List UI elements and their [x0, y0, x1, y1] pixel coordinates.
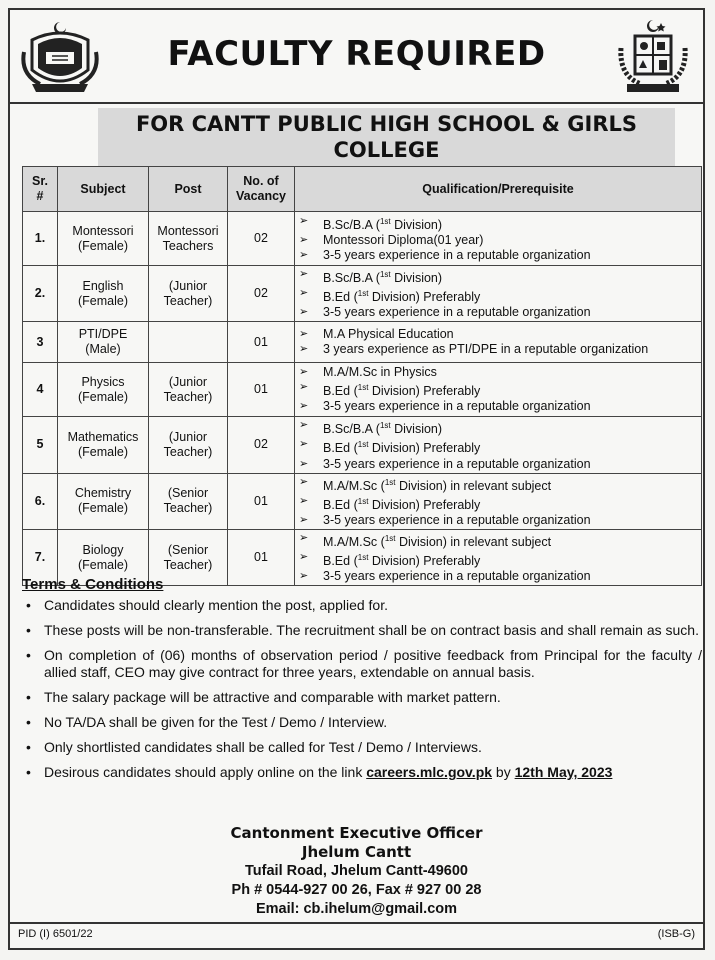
table-header-row [23, 167, 702, 212]
arrow-bullet-icon: ➢ [299, 268, 309, 280]
cell-sr: 3 [23, 322, 58, 363]
contact-block [10, 824, 703, 919]
cell-vacancy: 02 [228, 266, 295, 322]
cell-subject: Physics (Female) [58, 363, 149, 417]
qualification-item: ➢ 3-5 years experience in a reputable organization [299, 399, 591, 414]
cell-qualification [295, 417, 702, 473]
qualification-item: ➢ B.Ed ($^{1st}$ Division) Preferably [299, 287, 481, 305]
cell-post: (Junior Teacher) [149, 266, 228, 322]
term-item: • These posts will be non-transferable. The recruitment shall be on contract basis and shall remain as such. [26, 622, 699, 638]
deadline-date: 12th May, 2023 [514, 764, 613, 780]
term-item-apply: • Desirous candidates should apply online on the link careers.mlc.gov.pk by 12th May, 2023 [26, 764, 613, 780]
qualification-item: ➢ B.Sc/B.A ($^{1st}$ Division) [299, 419, 443, 437]
cell-sr: 5 [23, 417, 58, 473]
cell-subject: Montessori (Female) [58, 212, 149, 266]
cell-sr: 2. [23, 266, 58, 322]
term-item: • No TA/DA shall be given for the Test / Demo / Interview. [26, 714, 388, 730]
school-name: FOR CANTT PUBLIC HIGH SCHOOL & GIRLS COLLEGE [135, 112, 638, 162]
arrow-bullet-icon: ➢ [299, 214, 309, 227]
cell-vacancy: 02 [228, 212, 295, 266]
table-row [23, 212, 702, 266]
cell-post: Montessori Teachers [149, 212, 228, 266]
careers-link[interactable]: careers.mlc.gov.pk [366, 764, 493, 780]
qualification-item: ➢ M.A/M.Sc ($^{1st}$ Division) in relevant subject [299, 531, 552, 550]
arrow-bullet-icon: ➢ [299, 249, 309, 262]
cell-subject: English (Female) [58, 266, 149, 322]
cell-vacancy: 02 [228, 417, 295, 473]
cell-post: (Junior Teacher) [149, 363, 228, 417]
bullet-icon: • [26, 622, 31, 638]
pid-number: PID (I) 6501/22 [18, 928, 93, 940]
page-title: FACULTY REQUIRED [167, 34, 546, 74]
cell-vacancy: 01 [228, 473, 295, 529]
email[interactable]: Email: cb.ihelum@gmail.com [255, 901, 458, 917]
arrow-bullet-icon: ➢ [299, 234, 309, 247]
arrow-bullet-icon: ➢ [299, 438, 309, 451]
qualification-item: ➢ 3-5 years experience in a reputable organization [299, 512, 591, 527]
arrow-bullet-icon: ➢ [299, 400, 309, 413]
cell-qualification [295, 322, 702, 363]
officer-place: Jhelum Cantt [301, 843, 412, 861]
bullet-icon: • [26, 647, 31, 663]
cell-sr: 7. [23, 529, 58, 585]
qualification-list [299, 475, 700, 528]
phone: Ph # 0544-927 00 26, Fax # 927 00 28 [231, 882, 482, 898]
qualification-item: ➢ B.Ed ($^{1st}$ Division) Preferably [299, 438, 481, 456]
qualification-item: ➢ M.A/M.Sc ($^{1st}$ Division) in relevant subject [299, 475, 552, 493]
bullet-icon: • [26, 714, 31, 730]
officer-title: Cantonment Executive Officer [230, 824, 483, 842]
table-row [23, 363, 702, 417]
arrow-bullet-icon: ➢ [299, 419, 309, 432]
arrow-bullet-icon: ➢ [299, 381, 309, 394]
qualification-item: ➢ 3 years experience as PTI/DPE in a reputable organization [299, 342, 649, 357]
arrow-bullet-icon: ➢ [299, 551, 309, 564]
header-post: Post [149, 167, 228, 212]
cell-post: (Junior Teacher) [149, 417, 228, 473]
cell-qualification [295, 212, 702, 266]
bottom-bar [10, 922, 703, 950]
pakistan-emblem-icon [611, 18, 695, 98]
cell-vacancy: 01 [228, 363, 295, 417]
arrow-bullet-icon: ➢ [299, 328, 309, 341]
table-row [23, 473, 702, 529]
cell-post: (Senior Teacher) [149, 473, 228, 529]
cell-sr: 1. [23, 212, 58, 266]
qualification-item: ➢ B.Sc/B.A ($^{1st}$ Division) [299, 268, 443, 286]
header [10, 10, 703, 102]
qualification-list [299, 267, 700, 320]
header-qualification: Qualification/Prerequisite [295, 167, 702, 212]
qualification-item: ➢ 3-5 years experience in a reputable organization [299, 569, 591, 584]
header-sr: Sr. # [23, 167, 58, 212]
arrow-bullet-icon: ➢ [299, 306, 309, 319]
qualification-list [299, 327, 700, 357]
arrow-bullet-icon: ➢ [299, 475, 309, 488]
cell-qualification [295, 473, 702, 529]
header-vacancy: No. of Vacancy [228, 167, 295, 212]
region-code: (ISB-G) [657, 928, 695, 940]
table-row [23, 322, 702, 363]
vacancy-table [22, 166, 702, 586]
cell-vacancy: 01 [228, 529, 295, 585]
bullet-icon: • [26, 764, 31, 780]
address: Tufail Road, Jhelum Cantt-49600 [245, 863, 468, 879]
terms-title: Terms & Conditions [22, 576, 164, 593]
qualification-list [299, 214, 700, 263]
bullet-icon: • [26, 689, 31, 705]
arrow-bullet-icon: ➢ [299, 513, 309, 526]
arrow-bullet-icon: ➢ [299, 366, 309, 379]
qualification-item: ➢ Montessori Diploma(01 year) [299, 233, 484, 248]
qualification-item: ➢ 3-5 years experience in a reputable organization [299, 248, 591, 263]
cell-post [149, 322, 228, 363]
qualification-item: ➢ B.Ed ($^{1st}$ Division) Preferably [299, 494, 481, 512]
arrow-bullet-icon: ➢ [299, 287, 309, 300]
cell-subject: Biology (Female) [58, 529, 149, 585]
qualification-list [299, 418, 700, 471]
table-row [23, 417, 702, 473]
cell-subject: Chemistry (Female) [58, 473, 149, 529]
arrow-bullet-icon: ➢ [299, 494, 309, 507]
cell-subject: PTI/DPE (Male) [58, 322, 149, 363]
bullet-icon: • [26, 739, 31, 755]
cell-post: (Senior Teacher) [149, 529, 228, 585]
qualification-item: ➢ B.Ed ($^{1st}$ Division) Preferably [299, 381, 481, 399]
term-item: • Only shortlisted candidates shall be called for Test / Demo / Interviews. [26, 739, 482, 755]
arrow-bullet-icon: ➢ [299, 457, 309, 470]
arrow-bullet-icon: ➢ [299, 570, 309, 583]
term-item: • Candidates should clearly mention the post, applied for. [26, 597, 388, 613]
header-subject: Subject [58, 167, 149, 212]
cell-vacancy: 01 [228, 322, 295, 363]
qualification-item: ➢ 3-5 years experience in a reputable organization [299, 305, 591, 320]
school-heading [98, 108, 675, 167]
advertisement-frame [8, 8, 705, 950]
qualification-item: ➢ 3-5 years experience in a reputable organization [299, 456, 591, 471]
qualification-item: ➢ M.A/M.Sc in Physics [299, 365, 437, 380]
bullet-icon: • [26, 597, 31, 613]
table-row [23, 266, 702, 322]
cell-qualification [295, 363, 702, 417]
qualification-item: ➢ M.A Physical Education [299, 327, 454, 342]
cell-sr: 6. [23, 473, 58, 529]
qualification-item: ➢ B.Sc/B.A ($^{1st}$ Division) [299, 214, 443, 233]
qualification-list [299, 365, 700, 414]
cell-qualification [295, 266, 702, 322]
term-item: • On completion of (06) months of observation period / positive feedback from Principal for the faculty / allied staff, CEO may give contract for three years, extendable on annual basis. [26, 647, 702, 680]
divider [10, 102, 703, 104]
arrow-bullet-icon: ➢ [299, 343, 309, 356]
term-item: • The salary package will be attractive and comparable with market pattern. [26, 689, 501, 705]
arrow-bullet-icon: ➢ [299, 531, 309, 544]
terms-list [22, 597, 702, 781]
terms-section [22, 576, 702, 789]
cell-sr: 4 [23, 363, 58, 417]
qualification-item: ➢ B.Ed ($^{1st}$ Division) Preferably [299, 551, 481, 569]
cell-subject: Mathematics (Female) [58, 417, 149, 473]
